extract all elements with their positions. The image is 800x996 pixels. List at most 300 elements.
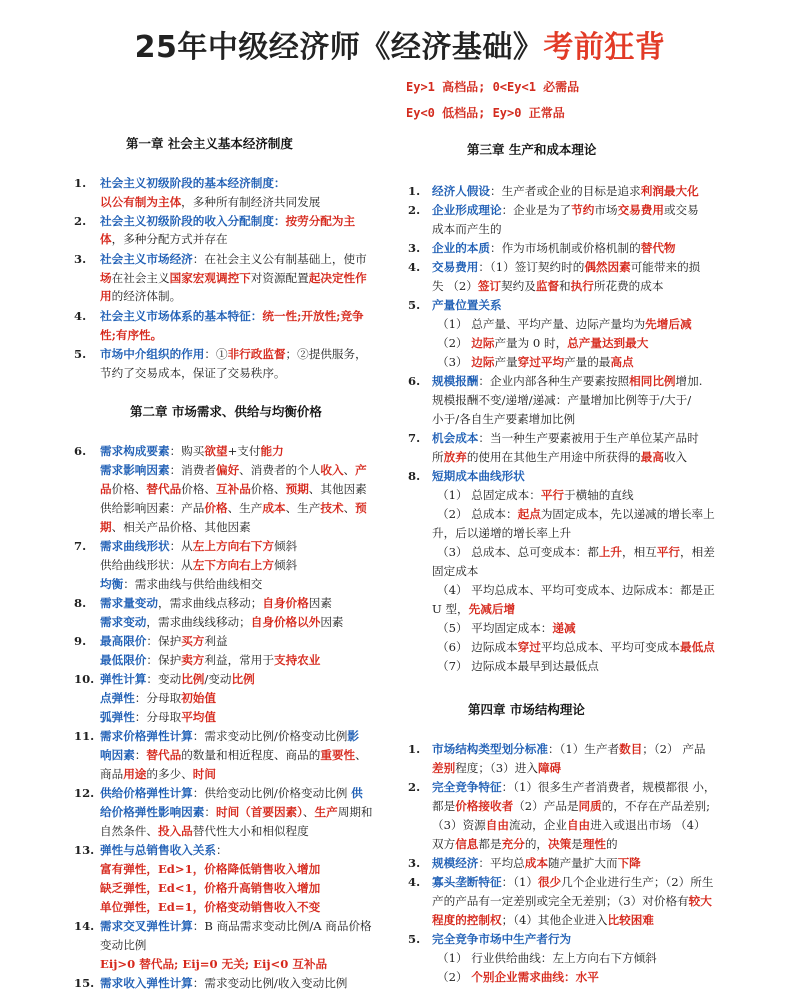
body-text: ，多种分配方式并存在 (111, 232, 228, 246)
text-line (100, 481, 367, 497)
key-term-red: 能力 (260, 444, 284, 458)
body-text: U 型， (432, 602, 469, 616)
key-term-blue: 规模报酬 (432, 374, 479, 388)
key-term-red: 比例 (181, 672, 205, 686)
body-text: 的 (606, 837, 618, 851)
key-term-blue: 社会主义市场体系的基本特征： (100, 309, 263, 323)
key-term-blue: 点弹性 (100, 691, 135, 705)
body-text: ，相差 (680, 545, 715, 559)
key-term-red: 信息 (455, 837, 479, 851)
text-line (100, 327, 162, 343)
key-term-red: 平均值 (181, 710, 216, 724)
key-term-blue: 需求收入弹性计算 (100, 976, 193, 990)
key-term-red: 富有弹性，Ed>1，价格降低销售收入增加 (100, 862, 321, 876)
key-term-red: 放弃 (443, 450, 467, 464)
body-text: 的经济体制。 (111, 289, 182, 303)
body-text: ：（1）生产者 (547, 742, 620, 756)
text-line (100, 462, 367, 478)
key-term-blue: 社会主义初级阶段的基本经济制度： (100, 176, 286, 190)
key-term-blue: 短期成本曲线形状 (432, 469, 525, 483)
item-number: 5. (74, 347, 87, 361)
body-text: ：① (204, 347, 228, 361)
body-text: 利益 (204, 634, 228, 648)
item-number: 3. (408, 241, 421, 255)
text-line (432, 202, 699, 218)
text-line (432, 931, 571, 947)
body-text: ，需求曲线点移动； (157, 596, 263, 610)
text-line (432, 741, 706, 757)
item-number: 3. (408, 856, 421, 870)
text-line (100, 652, 320, 668)
key-term-blue: 市场结构类型划分标准 (432, 742, 548, 756)
key-term-red: 递减 (552, 621, 576, 635)
key-term-red: 单位弹性，Ed=1，价格变动销售收入不变 (100, 900, 321, 914)
key-term-red: 边际 (471, 355, 495, 369)
text-line (100, 443, 284, 459)
text-line (100, 175, 286, 191)
item-number: 13. (74, 843, 95, 857)
body-text: 收入 (663, 450, 688, 464)
key-term-red: 平行 (656, 545, 680, 559)
body-text: 替代性大小和相似程度 (192, 824, 309, 838)
body-text: 价格、 (250, 482, 286, 496)
text-line (100, 251, 367, 267)
body-text: ：需求变动比例/价格变动比例 (192, 729, 348, 743)
key-term-blue: 需求构成要素 (100, 444, 170, 458)
body-text: （3）资源 (432, 818, 486, 832)
key-term-red: 以公有制为主体 (100, 195, 182, 209)
body-text: 增加. (675, 374, 703, 388)
item-number: 1. (74, 176, 87, 190)
body-text: ：生产者或企业的目标是追求 (489, 184, 641, 198)
body-text: 、其他因素 (308, 482, 367, 496)
item-number: 5. (408, 932, 421, 946)
text-line (100, 728, 359, 744)
key-term-red: 品 (100, 482, 112, 496)
item-number: 1. (408, 184, 421, 198)
body-text: 的， (524, 837, 549, 851)
text-line (437, 950, 657, 966)
key-term-red: 产 (355, 463, 367, 477)
key-term-blue: 均衡 (100, 577, 124, 591)
page-title (0, 22, 800, 66)
key-term-blue: 需求变动 (100, 615, 147, 629)
key-term-blue: 供 (351, 786, 363, 800)
key-term-blue: 响因素 (100, 748, 135, 762)
top-note-elasticity-2: Ey<0 低档品; Ey>0 正常品 (406, 106, 565, 120)
key-term-red: 决策 (548, 837, 572, 851)
body-text: ： (215, 843, 228, 857)
body-text: 的，不存在产品差别; (601, 799, 711, 813)
text-line (437, 969, 599, 985)
body-text: 几个企业进行生产；（2）所生 (561, 875, 714, 889)
body-text: 或交易 (663, 203, 699, 217)
body-text: ：供给变动比例/价格变动比例 (192, 786, 352, 800)
key-term-red: 左上方向右下方 (192, 539, 274, 553)
body-text: 在社会主义 (111, 271, 170, 285)
item-number: 7. (74, 539, 87, 553)
body-text: 、 (343, 463, 356, 477)
key-term-red: 理性 (582, 837, 607, 851)
body-text: 为固定成本，先以递减的增长率上 (540, 507, 715, 521)
item-number: 3. (74, 252, 87, 266)
key-term-blue: 最高限价 (100, 634, 147, 648)
body-text: （3） (437, 355, 472, 369)
key-term-blue: 弹性与总销售收入关系 (100, 843, 216, 857)
key-term-red: 非行政监督 (227, 347, 286, 361)
key-term-blue: 社会主义市场经济 (100, 252, 193, 266)
body-text: 流动，企业 (508, 818, 567, 832)
chapter-4-heading: 第四章 市场结构理论 (468, 702, 585, 717)
key-term-red: 替代品 (146, 482, 182, 496)
body-text: ：分母取 (134, 691, 182, 705)
key-term-red: 总产量达到最大 (567, 336, 649, 350)
body-text: 小于/各自生产要素增加比例 (432, 412, 576, 426)
text-line (432, 183, 699, 199)
key-term-red: 穿过平均 (517, 355, 565, 369)
key-term-red: 边际 (471, 336, 495, 350)
key-term-red: 个别企业需求曲线：水平 (471, 970, 599, 984)
body-text: 市场 (594, 203, 618, 217)
body-text: 、生产 (227, 501, 263, 515)
body-text: 利益，常用于 (204, 653, 274, 667)
key-term-red: 下降 (617, 856, 641, 870)
item-number: 4. (74, 309, 87, 323)
body-text: 倾斜 (273, 558, 298, 572)
key-term-blue: 需求影响因素 (100, 463, 170, 477)
text-line (432, 855, 641, 871)
key-term-red: 成本 (262, 501, 286, 515)
key-term-red: 交易费用 (617, 203, 664, 217)
text-line (100, 557, 297, 573)
body-text: （7） 边际成本最早到达最低点 (437, 659, 599, 673)
text-line (100, 308, 364, 324)
body-text: 价格、 (181, 482, 216, 496)
key-term-blue: 弧弹性 (100, 710, 135, 724)
key-term-blue: 社会主义初级阶段的收入分配制度： (100, 214, 286, 228)
text-line (437, 544, 715, 560)
key-term-blue: 完全竞争市场中生产者行为 (432, 932, 572, 946)
body-text: 失 （2） (432, 279, 478, 293)
key-term-red: 统一性;开放性;竞争 (262, 309, 364, 323)
text-line (100, 747, 367, 763)
key-term-red: 差别 (432, 761, 456, 775)
body-text: +支付 (227, 444, 261, 458)
body-text: ：从 (169, 539, 193, 553)
body-text: ：（1）签订契约时的 (478, 260, 585, 274)
top-note-elasticity-1: Ey>1 高档品; 0<Ey<1 必需品 (406, 80, 580, 94)
text-line (100, 595, 332, 611)
key-term-red: 重要性 (320, 748, 356, 762)
key-term-red: 最低点 (679, 640, 715, 654)
body-text: ：分母取 (134, 710, 182, 724)
text-line (432, 221, 502, 237)
item-number: 10. (74, 672, 95, 686)
body-text: 的数量和相近程度、商品的 (181, 748, 321, 762)
text-line (437, 354, 634, 370)
key-term-red: 成本 (524, 856, 548, 870)
text-line (100, 861, 320, 877)
key-term-blue: 规模经济 (432, 856, 479, 870)
key-term-blue: 弹性计算 (100, 672, 147, 686)
text-line (437, 316, 692, 332)
body-text: 是 (571, 837, 583, 851)
body-text: 所花费的成本 (593, 279, 664, 293)
text-line (100, 213, 355, 229)
body-text: 因素 (320, 615, 344, 629)
text-line (100, 231, 228, 247)
text-line (100, 842, 228, 858)
item-number: 11. (74, 729, 95, 743)
key-term-red: 替代物 (640, 241, 676, 255)
body-text: （2） (437, 970, 472, 984)
key-term-blue: 产量位置关系 (432, 298, 502, 312)
body-text: （2） 总成本： (437, 507, 518, 521)
text-line (432, 912, 654, 928)
item-number: 2. (408, 203, 421, 217)
body-text: （5） 平均固定成本： (437, 621, 553, 635)
body-text: 成本而产生的 (432, 222, 502, 236)
chapter-3-heading: 第三章 生产和成本理论 (467, 142, 597, 157)
key-term-blue: 机会成本 (432, 431, 479, 445)
body-text: 节约了交易成本，保证了交易秩序。 (100, 366, 286, 380)
body-text: ： (204, 805, 216, 819)
key-term-red: 利润最大化 (640, 184, 699, 198)
body-text: ：B 商品需求变动比例/A 商品价格 (192, 919, 372, 933)
body-text: ：需求变动比例/收入变动比例 (192, 976, 348, 990)
text-line (437, 506, 715, 522)
key-term-red: 相同比例 (629, 374, 676, 388)
key-term-red: 自身价格 (262, 596, 309, 610)
key-term-red: 收入 (320, 463, 344, 477)
key-term-blue: 寡头垄断特征 (432, 875, 502, 889)
body-text: 进入或退出市场 （4） (590, 818, 706, 832)
text-line (432, 817, 706, 833)
body-text: 规模报酬不变/递增/递减：产量增加比例等于/大于/ (432, 393, 692, 407)
body-text: 、 (355, 748, 367, 762)
body-text: （2） (437, 336, 472, 350)
key-term-red: 自身价格以外 (250, 615, 321, 629)
body-text: 、生产 (285, 501, 321, 515)
body-text: （6） 边际成本 (437, 640, 518, 654)
key-term-red: 国家宏观调控下 (169, 271, 251, 285)
key-term-red: 性;有序性。 (100, 328, 163, 342)
item-number: 4. (408, 875, 421, 889)
body-text: ，多种所有制经济共同发展 (181, 195, 321, 209)
text-line (432, 760, 561, 776)
text-line (100, 633, 228, 649)
key-term-blue: 需求价格弹性计算 (100, 729, 193, 743)
body-text: 升，后以递增的增长率上升 (432, 526, 572, 540)
body-text: 自然条件、 (100, 824, 158, 838)
body-text: 双方 (432, 837, 456, 851)
body-text: 随产量扩大而 (547, 856, 618, 870)
text-line (437, 620, 576, 636)
body-text: ；（2） 产品 (642, 742, 706, 756)
text-line (100, 956, 327, 972)
body-text: ；（4）其他企业进入 (501, 913, 608, 927)
body-text: 的使用在其他生产用途中所获得的 (466, 450, 641, 464)
body-text: 都是 (432, 799, 456, 813)
key-term-red: 互补品 (216, 482, 251, 496)
body-text: 、 (302, 805, 315, 819)
key-term-blue: 供给价格弹性计算 (100, 786, 193, 800)
key-term-red: 执行 (570, 279, 594, 293)
key-term-red: 比例 (231, 672, 255, 686)
key-term-red: 时间（首要因素） (215, 805, 303, 819)
text-line (100, 519, 251, 535)
item-number: 14. (74, 919, 95, 933)
body-text: ：平均总 (478, 856, 525, 870)
key-term-blue: 需求交叉弹性计算 (100, 919, 193, 933)
body-text: 、消费者的个人 (239, 463, 321, 477)
key-term-red: 预 (355, 501, 367, 515)
text-line (432, 779, 716, 795)
text-line (100, 194, 320, 210)
text-line (100, 880, 320, 896)
body-text: 契约及 (501, 279, 536, 293)
body-text: 对资源配置 (250, 271, 309, 285)
text-line (100, 576, 262, 592)
key-term-red: 偏好 (215, 463, 240, 477)
key-term-red: 很少 (537, 875, 562, 889)
body-text: 商品 (100, 767, 124, 781)
body-text: ：消费者 (169, 463, 216, 477)
body-text: （1） 行业供给曲线：左上方向右下方倾斜 (437, 951, 657, 965)
body-text: 产的产品有一定差别或完全无差别；（3）对价格有 (432, 894, 689, 908)
text-line (100, 918, 372, 934)
key-term-red: 投入品 (157, 824, 193, 838)
key-term-red: 数目 (619, 742, 643, 756)
text-line (100, 288, 181, 304)
body-text: （4） 平均总成本、平均可变成本、边际成本：都是正 (437, 583, 715, 597)
key-term-red: 穿过 (517, 640, 541, 654)
key-term-blue: 给价格弹性影响因素 (100, 805, 205, 819)
text-line (432, 259, 700, 275)
item-number: 2. (408, 780, 421, 794)
title-main: 25年中级经济师《经济基础》 (134, 30, 544, 65)
item-number: 15. (74, 976, 95, 990)
text-line (432, 874, 713, 890)
body-text: 、 (343, 501, 356, 515)
key-term-blue: 企业的本质 (432, 241, 490, 255)
key-term-blue: 完全竞争特征 (432, 780, 502, 794)
body-text: ：（1）很多生产者消费者，规模都很 小， (501, 780, 716, 794)
key-term-red: 替代品 (146, 748, 182, 762)
key-term-red: 卖方 (181, 653, 205, 667)
text-line (432, 893, 712, 909)
key-term-blue: 最低限价 (100, 653, 147, 667)
key-term-red: 自由 (566, 818, 591, 832)
key-term-red: 价格 (204, 501, 228, 515)
key-term-red: 缺乏弹性，Ed<1，价格升高销售收入增加 (100, 881, 321, 895)
body-text: 平均总成本、平均可变成本 (540, 640, 680, 654)
key-term-red: 先减后增 (468, 602, 516, 616)
key-term-red: 充分 (501, 837, 525, 851)
text-line (100, 804, 373, 820)
key-term-red: 用途 (123, 767, 147, 781)
key-term-red: 障碍 (537, 761, 562, 775)
key-term-red: 上升 (598, 545, 622, 559)
key-term-red: 起决定性作 (308, 271, 367, 285)
key-term-red: 欲望 (204, 444, 228, 458)
item-number: 9. (74, 634, 87, 648)
body-text: 于横轴的直线 (564, 488, 634, 502)
key-term-red: 比较困难 (607, 913, 654, 927)
key-term-red: 监督 (535, 279, 560, 293)
body-text: ，需求曲线线移动； (146, 615, 251, 629)
body-text: ：保护 (146, 653, 182, 667)
body-text: ：（1） (501, 875, 538, 889)
body-text: ：企业是为了 (501, 203, 572, 217)
key-term-blue: 市场中介组织的作用 (100, 347, 205, 361)
body-text: 价格、 (111, 482, 147, 496)
body-text: 周期和 (337, 805, 373, 819)
body-text: 变动比例 (100, 938, 147, 952)
text-line (432, 411, 575, 427)
body-text: 所 (432, 450, 444, 464)
key-term-red: 期 (100, 520, 112, 534)
body-text: /变动 (204, 672, 232, 686)
item-number: 4. (408, 260, 421, 274)
text-line (100, 671, 255, 687)
key-term-red: 支持农业 (273, 653, 321, 667)
key-term-red: Eij>0 替代品; Eij=0 无关; Eij<0 互补品 (100, 957, 328, 971)
key-term-red: 初始值 (181, 691, 216, 705)
body-text: 固定成本 (432, 564, 479, 578)
key-term-red: 生产 (314, 805, 338, 819)
body-text: 因素 (308, 596, 332, 610)
key-term-blue: 需求量变动 (100, 596, 158, 610)
body-text: ：保护 (146, 634, 182, 648)
text-line (100, 270, 367, 286)
key-term-red: 预期 (285, 482, 309, 496)
text-line (100, 766, 216, 782)
body-text: ：在社会主义公有制基础上，使市 (192, 252, 367, 266)
title-highlight: 考前狂背 (543, 30, 666, 65)
item-number: 7. (408, 431, 421, 445)
item-number: 8. (408, 469, 421, 483)
text-line (100, 346, 367, 362)
key-term-red: 程度的控制权 (432, 913, 502, 927)
body-text: ；②提供服务， (285, 347, 367, 361)
key-term-blue: 企业形成理论 (432, 203, 502, 217)
key-term-red: 偶然因素 (584, 260, 631, 274)
text-line (100, 975, 347, 991)
item-number: 5. (408, 298, 421, 312)
text-line (100, 709, 216, 725)
item-number: 12. (74, 786, 95, 800)
body-text: （1） 总固定成本： (437, 488, 541, 502)
body-text: 的多少、 (146, 767, 193, 781)
key-term-red: 起点 (517, 507, 541, 521)
item-number: 2. (74, 214, 87, 228)
key-term-red: 同质 (578, 799, 602, 813)
body-text: 都是 (478, 837, 502, 851)
text-line (437, 639, 715, 655)
body-text: ：变动 (146, 672, 182, 686)
text-line (432, 798, 710, 814)
key-term-red: 场 (100, 271, 112, 285)
key-term-red: 较大 (688, 894, 712, 908)
key-term-red: 高点 (610, 355, 634, 369)
key-term-red: 先增后减 (645, 317, 692, 331)
key-term-red: 体 (100, 232, 112, 246)
text-line (432, 392, 691, 408)
chapter-2-heading: 第二章 市场需求、供给与均衡价格 (130, 404, 322, 419)
key-term-red: 时间 (192, 767, 216, 781)
text-line (100, 823, 309, 839)
